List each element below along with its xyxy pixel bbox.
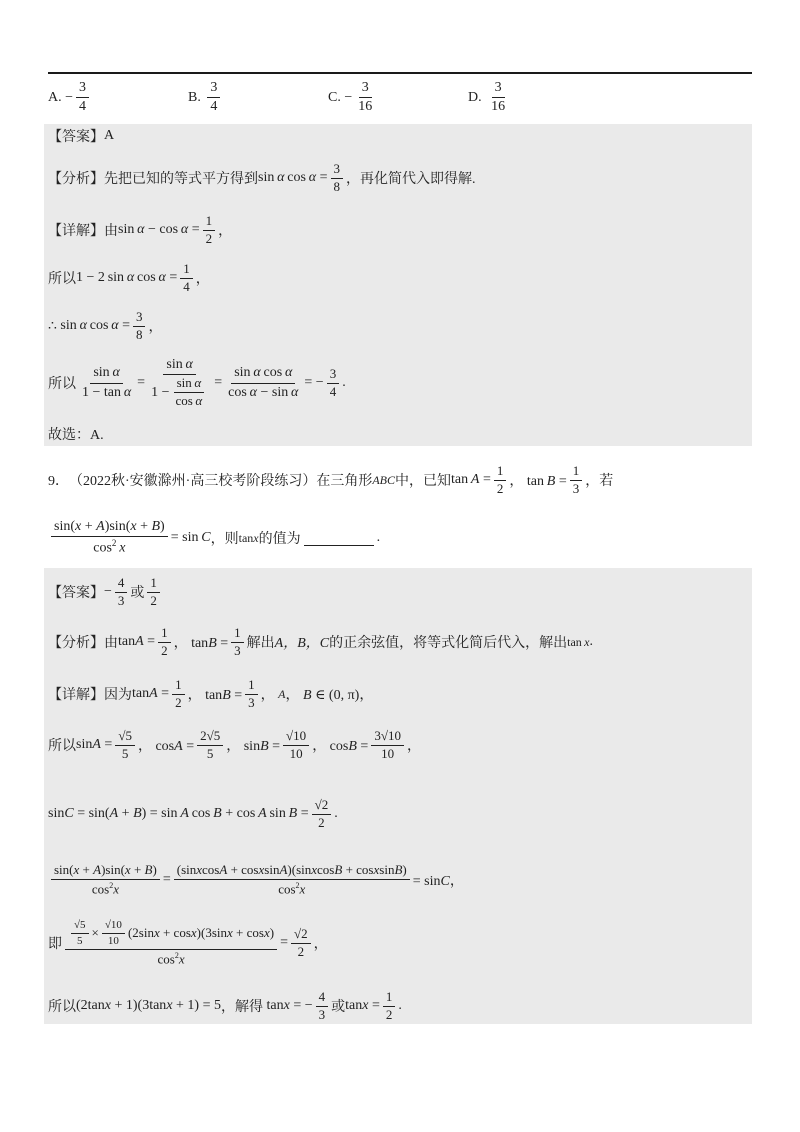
q9-detail-line: 【详解】 因为 tanA = $\frac{1}{2}$ ， tanB = $\frac{1}{3}$ ， A ， B ∈ (0, π)， [48, 676, 374, 710]
option-label: A. [48, 89, 62, 105]
q9-stem-line-2: $\frac{\sin(x + A)\sin(x + B)}{\cos^2 x}$ = sin C ，则 tanx 的值为 . [48, 518, 380, 558]
q9-stem-line-1: 9． （2022秋·安徽滁州·高三校考阶段练习） 在三角形 ABC 中，已知 tan A = $\frac{1}{2}$ ， tan B = $\frac{1}{3}$ ，若 [48, 462, 614, 496]
top-rule [48, 72, 752, 74]
q9-sinc-line: sinC = sin(A + B) = sin A cos B + cos A sin B = $\frac{√2}{2}$ . [48, 796, 338, 830]
option-a: A. − $\frac{3}{4}$ [48, 80, 92, 115]
option-b: B. 3 4 [188, 80, 223, 115]
q8-answer-line: 【答案】 A [48, 128, 115, 145]
q8-step-2: ∴ sin α cos α = $\frac{3}{8}$ ， [48, 308, 163, 342]
option-label: D. [468, 89, 482, 105]
q8-detail-line: 【详解】 由 sin α − cos α = $\frac{1}{2}$ ， [48, 212, 233, 246]
option-label: B. [188, 89, 201, 105]
q9-values-line: 所以 sinA = $\frac{√5}{5}$ ， cosA = $\frac{2√5}{5}$ ， sinB = $\frac{√10}{10}$ ， cosB = $\frac{3√10}{10}$ ， [48, 727, 421, 761]
q8-choose-line: 故选：A. [48, 428, 104, 443]
q8-analysis-line: 【分析】 先把已知的等式平方得到 sin α cos α = $\frac{3}{8}$ ，再化简代入即得解. [48, 160, 476, 194]
q9-analysis-line: 【分析】 由 tanA = $\frac{1}{2}$ ， tanB = $\frac{1}{3}$ 解出 A，B，C 的正余弦值，将等式化简后代入，解出 tan x . [48, 624, 593, 658]
q9-ji-line: 即 $\frac{√5}{5}$ × $\frac{√10}{10}$ (2sinx + cosx)(3sinx + cosx) $\cos^2x$ = $\frac{√2}{2}$ ， [48, 919, 328, 966]
q9-answer-line: 【答案】 − $\frac{4}{3}$ 或 1 2 [48, 572, 163, 612]
option-d: D. 3 16 [468, 80, 506, 115]
q8-step-1: 所以 1 − 2 sin α cos α = $\frac{1}{4}$ ， [48, 260, 210, 294]
q8-step-3: 所以 $\frac{\text{sin α}}{\text{1 − tan α}}$ = sin α 1 − sin α cos α = $\frac{\text{sin α cos α}}{\text{cos α − sin α}}$ = − $\frac{3}{4}$ . [48, 357, 346, 409]
q9-result-line: 所以 (2tanx + 1)(3tanx + 1) = 5 ，解得 tanx = − $\frac{4}{3}$ 或 tanx = $\frac{1}{2}$ . [48, 988, 402, 1022]
option-c: C. − $\frac{3}{16}$ [328, 80, 373, 115]
answer-blank [304, 531, 374, 546]
q9-expand-line: $\frac{\sin(x + A)\sin(x + B)}{\cos^2x}$ = $\frac{\text{(sinxcosA + cosxsinA)(sinxcosB + cosxsinB)}}{\cos^2x}$ = sinC， [48, 858, 464, 902]
option-label: C. [328, 89, 341, 105]
